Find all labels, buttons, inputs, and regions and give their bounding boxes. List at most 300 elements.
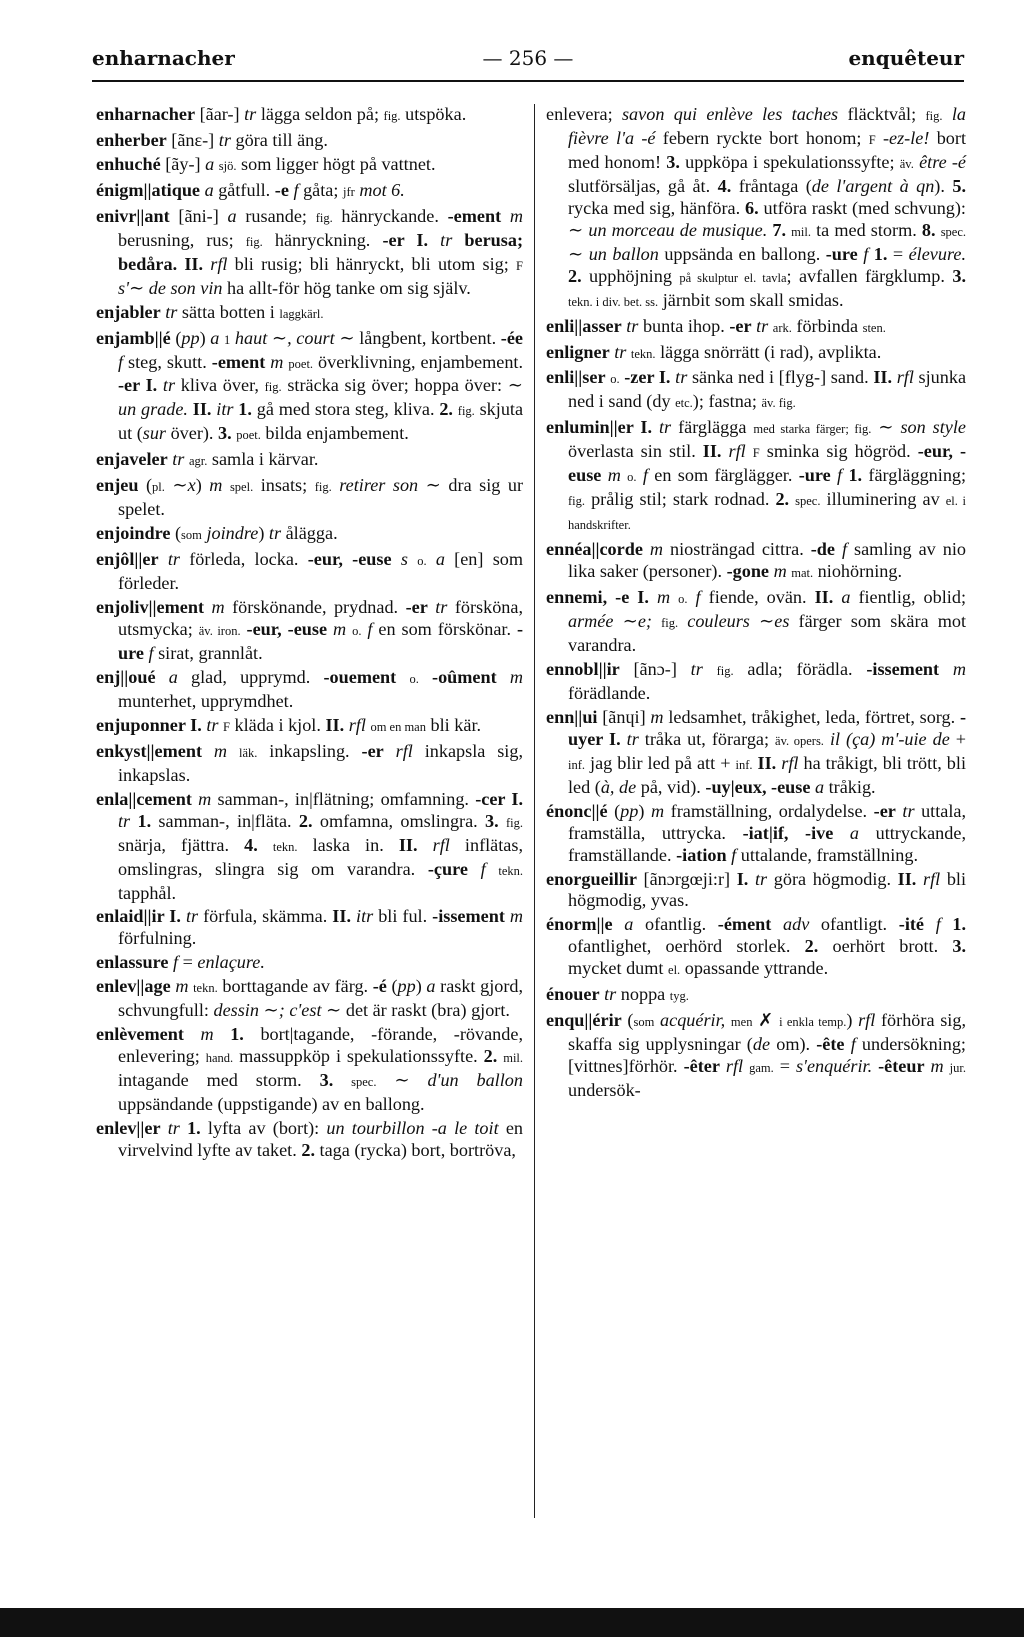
entry-text <box>156 667 169 687</box>
entry-text: -ément <box>717 914 772 935</box>
entry-text: -êteur <box>878 1056 925 1077</box>
entry-text <box>180 1118 187 1138</box>
entry-text: ) <box>638 800 651 821</box>
entry-headword: énorm||e <box>546 914 613 935</box>
entry-headword: enlèvement <box>96 1024 184 1045</box>
entry-text: de <box>752 1034 771 1055</box>
entry-text <box>746 441 753 461</box>
entry-text: äv. <box>899 156 914 171</box>
entry-text: lägga seldon på; <box>256 104 384 124</box>
entry-text: rfl <box>725 1056 744 1077</box>
entry-text: långbent, kortbent. <box>354 327 501 348</box>
entry-text: tr <box>167 1118 180 1139</box>
dictionary-entry <box>96 104 523 128</box>
entry-text: förfulning. <box>118 928 197 949</box>
entry-text: o. <box>417 554 427 569</box>
entry-text <box>222 475 230 495</box>
entry-text: rusande; <box>236 205 316 226</box>
entry-text: o. <box>678 592 688 607</box>
entry-text: bli kär. <box>425 714 482 735</box>
entry-text: tr <box>162 375 176 396</box>
entry-text: illuminering av <box>820 489 946 510</box>
entry-text: o. <box>627 470 637 485</box>
entry-text: fig. <box>568 494 586 509</box>
entry-text: rfl <box>432 834 450 855</box>
entry-text <box>428 230 440 250</box>
entry-text: steg, skutt. <box>123 351 212 372</box>
entry-text: ha tråkigt, bli trött, bli led ( <box>568 752 967 797</box>
entry-text <box>941 914 953 934</box>
entry-text: m <box>930 1056 944 1077</box>
entry-text: mat. <box>791 566 814 581</box>
entry-text: ∼ un morceau de musique. <box>568 219 768 240</box>
entry-text: tr <box>690 658 703 679</box>
entry-text: [ãni-] <box>169 205 228 226</box>
entry-text: couleurs ∼es <box>687 611 790 632</box>
entry-text <box>678 611 687 631</box>
entry-text: på skulptur el. tavla <box>679 270 787 285</box>
entry-text: -ure <box>118 619 523 663</box>
dictionary-entry <box>96 154 523 178</box>
entry-text: f <box>837 465 843 486</box>
entry-text: fig. <box>383 109 401 123</box>
entry-text: a <box>426 976 436 997</box>
entry-headword: enkyst||ement <box>96 740 203 761</box>
entry-text: inkapsla sig, inkapslas. <box>118 740 524 785</box>
entry-text: spec. <box>795 494 821 509</box>
entry-text: förbinda <box>791 315 863 336</box>
dictionary-entry <box>546 417 966 537</box>
entry-text: a <box>849 822 860 843</box>
entry-text: mil. <box>791 224 811 239</box>
dictionary-entry <box>96 449 523 473</box>
entry-text: tapphål. <box>118 882 177 903</box>
entry-text: f <box>841 539 848 560</box>
entry-text: rfl <box>781 752 799 773</box>
entry-text: -eur, -euse <box>307 549 392 570</box>
entry-text: m <box>270 351 284 372</box>
entry-text: el. i handskrifter. <box>568 494 967 533</box>
entry-text: tr <box>244 104 257 124</box>
entry-text: f <box>731 844 737 865</box>
entry-text: massuppköp i spekulationssyfte. <box>233 1046 484 1067</box>
entry-text: spec. <box>940 224 967 239</box>
dictionary-entry <box>96 206 523 300</box>
entry-text: a <box>435 549 445 570</box>
entry-text <box>748 869 755 889</box>
entry-text: tr <box>206 714 219 735</box>
entry-text: oerhört brott. <box>818 936 953 957</box>
page-header <box>92 40 964 76</box>
dictionary-entry <box>96 952 523 974</box>
entry-text: sminka sig högröd. <box>759 441 918 462</box>
entry-text: gå med stora steg, kliva. <box>251 399 440 420</box>
entry-text: ✗ <box>752 1010 780 1031</box>
entry-text: på, vid). <box>636 776 706 797</box>
entry-text: a <box>814 776 825 797</box>
entry-text: undersökning; [vittnes]förhör. <box>568 1034 966 1077</box>
entry-text: 1. <box>230 1024 244 1045</box>
entry-text: ( <box>138 475 153 496</box>
entry-text: f <box>850 1034 856 1055</box>
entry-text: rfl <box>210 253 228 274</box>
entry-text <box>408 549 417 569</box>
entry-text: F <box>516 258 523 273</box>
entry-headword: enjôl||er <box>96 549 159 570</box>
entry-text <box>688 587 696 607</box>
entry-text: ta med storm. <box>810 219 922 240</box>
dictionary-entry <box>96 976 523 1022</box>
entry-text: laggkärl. <box>279 306 324 321</box>
entry-text: ålägga. <box>281 523 338 544</box>
entry-text: -ement <box>447 205 502 226</box>
entry-text: förskönande, prydnad. <box>224 597 406 618</box>
entry-text: 3. <box>485 810 499 831</box>
entry-text: f <box>118 351 124 372</box>
entry-text: adla; förädla. <box>733 658 867 679</box>
entry-text: m <box>211 597 225 618</box>
entry-text: 1. <box>187 1118 201 1139</box>
entry-text: -de <box>810 539 835 560</box>
entry-text: à, de <box>600 776 637 797</box>
entry-text: rfl <box>896 367 914 388</box>
entry-text: armée ∼e; <box>568 611 652 632</box>
entry-text: itr <box>356 906 374 927</box>
entry-text: fig. <box>506 815 524 830</box>
entry-text <box>468 859 481 879</box>
dictionary-entry <box>546 1010 966 1102</box>
entry-headword: enorgueillir <box>546 868 637 889</box>
entry-text: lyfta av (bort): <box>200 1118 327 1139</box>
entry-text: dessin ∼; c'est ∼ <box>213 1000 342 1021</box>
entry-text: tr <box>218 129 231 150</box>
entry-text: förädlande. <box>568 682 651 703</box>
entry-text: -er <box>405 597 428 618</box>
entry-text: ark. <box>772 320 792 335</box>
dictionary-entry <box>96 789 523 905</box>
entry-text: samman-, in|fläta. <box>151 810 299 831</box>
entry-text: être -é <box>919 151 967 172</box>
entry-text: el. <box>668 963 681 978</box>
entry-text: f <box>172 952 179 973</box>
entry-text: bort med honom! <box>568 127 966 172</box>
entry-text: f <box>642 465 648 486</box>
entry-text <box>452 230 464 250</box>
entry-text: II. <box>325 714 345 735</box>
entry-text: 2. <box>298 810 313 831</box>
entry-text <box>670 587 678 607</box>
entry-text: -eur, -euse <box>568 441 967 486</box>
entry-text <box>771 914 783 934</box>
entry-text: savon qui enlève les taches <box>621 104 839 124</box>
entry-text: tr <box>756 315 769 336</box>
entry-text: gåta; <box>298 179 343 200</box>
entry-text: mot 6. <box>359 179 405 200</box>
entry-text: det är raskt (bra) gjort. <box>341 1000 510 1021</box>
entry-headword: enherber <box>96 129 167 150</box>
entry-text: ( <box>170 523 182 544</box>
entry-text: -er <box>361 740 384 761</box>
entry-headword: enjabler <box>96 301 161 322</box>
entry-text: förleda, locka. <box>179 549 308 570</box>
entry-text: taga (rycka) bort, bortröva, <box>314 1139 516 1160</box>
entry-text: -uyer I. <box>568 706 966 749</box>
entry-text <box>833 823 850 843</box>
entry-text: fläcktvål; <box>838 104 926 124</box>
entry-text: tr <box>604 984 617 1005</box>
entry-text <box>427 549 436 569</box>
entry-text: överlasta sin stil. <box>568 441 703 462</box>
entry-text: 3. <box>952 265 966 286</box>
entry-text: opassande yttrande. <box>680 958 829 979</box>
entry-headword: enjoindre <box>96 523 171 544</box>
entry-text: m <box>509 906 524 927</box>
entry-text: -iat|if, -ive <box>742 822 834 843</box>
entry-text <box>613 914 625 934</box>
entry-text <box>497 667 510 687</box>
entry-text: 3. <box>218 423 232 444</box>
entry-text: fig. <box>661 616 679 631</box>
entry-headword: énonc||é <box>546 800 608 821</box>
entry-text <box>939 659 953 679</box>
entry-text: rycka med sig, hänföra. <box>568 197 746 218</box>
entry-text: tråkig. <box>824 776 876 797</box>
entry-text: en som förskönar. <box>372 619 517 640</box>
entry-text: ofantlig. <box>633 914 718 935</box>
entry-text: -er <box>729 315 752 336</box>
entry-text: om). <box>770 1034 817 1055</box>
dictionary-entry <box>546 104 966 314</box>
entry-text: o. <box>409 671 419 686</box>
entry-text: 4. <box>244 834 258 855</box>
entry-text: joindre <box>206 523 259 544</box>
entry-headword: enqu||érir <box>546 1010 622 1031</box>
dictionary-entry <box>546 316 966 340</box>
entry-text: spel. <box>229 480 254 495</box>
entry-text: 2. <box>483 1046 498 1067</box>
entry-text: ofantlighet, oerhörd storlek. <box>568 936 805 957</box>
dictionary-entry <box>546 367 966 415</box>
entry-text: -iation <box>676 844 727 865</box>
entry-text: snärja, fjättra. <box>118 834 245 855</box>
entry-text: ( <box>386 976 398 997</box>
entry-headword: enli||asser <box>546 315 622 336</box>
entry-text: som <box>633 1015 655 1030</box>
entry-text: prålig stil; stark rodnad. <box>585 489 776 510</box>
entry-text: a <box>841 587 851 608</box>
entry-text: färgläggning; <box>862 465 967 486</box>
entry-text: ) <box>195 475 210 496</box>
entry-text: bunta ihop. <box>638 315 730 336</box>
entry-headword: enla||cement <box>96 788 192 809</box>
dictionary-entry <box>546 587 966 657</box>
entry-text: tr <box>675 367 688 388</box>
entry-text: bli rusig; bli hänryckt, bli utom sig; <box>227 253 517 274</box>
entry-text: som ligger högt på vattnet. <box>236 153 436 174</box>
entry-text: m <box>200 1024 214 1045</box>
entry-text <box>202 741 214 761</box>
entry-headword: énouer <box>546 984 600 1005</box>
entry-text <box>161 1118 168 1138</box>
entry-text: färger som skära mot varandra. <box>568 611 966 655</box>
entry-text: fig. <box>716 663 734 678</box>
entry-text: jur. <box>949 1061 966 1076</box>
entry-text: göra till äng. <box>230 129 328 150</box>
entry-text <box>876 128 883 148</box>
entry-text: -é <box>372 976 387 997</box>
entry-text: sänka ned i [flyg-] sand. <box>687 367 874 388</box>
entry-text: enlaçure. <box>197 952 265 973</box>
entry-headword: ennéa||corde <box>546 539 643 560</box>
entry-text: ( <box>170 327 182 348</box>
entry-text: enlevera; <box>546 104 622 124</box>
entry-headword: énigm||atique <box>96 179 201 200</box>
entry-headword: enjaveler <box>96 449 168 470</box>
dictionary-entry <box>96 1024 523 1116</box>
entry-text: sten. <box>862 320 886 335</box>
entry-text: ∼ d'un ballon <box>394 1070 523 1091</box>
dictionary-entry <box>96 302 523 326</box>
entry-text: tekn. <box>272 839 298 854</box>
entry-text: 2. <box>439 399 453 420</box>
entry-text: -ité <box>898 914 925 935</box>
entry-text: 1. <box>137 810 152 831</box>
entry-text: poet. <box>288 356 314 371</box>
entry-text: ∼ un grade. <box>118 375 523 420</box>
entry-text <box>227 741 239 761</box>
entry-text <box>721 441 728 461</box>
entry-headword: enlumin||er I. <box>546 417 653 438</box>
entry-text: i enkla temp. <box>779 1015 847 1030</box>
entry-text: gam. <box>749 1061 774 1076</box>
entry-text: -ement <box>211 351 266 372</box>
entry-text: sur <box>142 423 167 444</box>
dictionary-entry <box>96 597 523 665</box>
entry-headword: enlaid||ir I. <box>96 906 181 927</box>
entry-text <box>214 1024 231 1044</box>
entry-text: inf. <box>735 757 753 772</box>
entry-text: -issement <box>432 906 505 927</box>
entry-text: I. <box>736 868 749 889</box>
entry-text: en virvelvind lyfte av taket. <box>118 1118 523 1160</box>
entry-text <box>652 611 661 631</box>
entry-text: [ãnɔ-] <box>619 658 691 679</box>
entry-headword: ennobl||ir <box>546 658 620 679</box>
entry-text: jfr <box>342 184 355 199</box>
entry-text <box>916 869 923 889</box>
entry-text: hänryckande. <box>332 205 448 226</box>
entry-text: tr <box>626 728 639 749</box>
entry-text: 5. <box>952 175 966 196</box>
entry-text: retirer son ∼ <box>339 475 441 496</box>
entry-text: framställning, ordalydelse. <box>664 800 874 821</box>
dictionary-entry <box>96 328 523 448</box>
dictionary-entry <box>546 707 966 799</box>
entry-text <box>943 104 952 124</box>
entry-text: kläda i kjol. <box>229 714 326 735</box>
entry-text: agr. <box>188 454 208 469</box>
entry-text: rfl <box>923 868 941 889</box>
entry-text: fig. <box>315 210 333 225</box>
entry-text: niosträngad cittra. <box>663 539 811 560</box>
entry-text: tekn. <box>498 863 524 878</box>
entry-text: tyg. <box>669 989 689 1004</box>
entry-text: 1. <box>238 399 252 420</box>
entry-text <box>924 914 936 934</box>
entry-text: F <box>752 446 760 461</box>
entry-text: insats; <box>253 475 315 496</box>
entry-headword: enhuché <box>96 153 161 174</box>
entry-text: tr <box>268 523 282 544</box>
entry-text: -êter <box>683 1056 720 1077</box>
page-number: — 256 — <box>482 46 574 70</box>
entry-text: ) <box>199 327 211 348</box>
entry-text: m <box>509 666 524 687</box>
entry-text: ) <box>415 976 427 997</box>
dictionary-entry <box>546 342 966 366</box>
dictionary-entry <box>546 659 966 705</box>
entry-text: mil. <box>503 1051 524 1066</box>
entry-text: tr <box>614 341 627 362</box>
entry-text: rfl <box>858 1010 876 1031</box>
entry-text <box>418 835 433 855</box>
entry-text: fig. <box>245 234 263 249</box>
entry-text: pl. <box>152 480 165 495</box>
entry-text: undersök- <box>568 1080 641 1101</box>
entry-text: jag blir led på att + <box>585 752 736 773</box>
entry-text: över). <box>166 423 219 444</box>
entry-text: pp <box>397 976 416 997</box>
entry-text: II. <box>192 399 212 420</box>
entry-text: tr <box>626 315 639 336</box>
entry-text: -zer I. <box>624 367 671 388</box>
entry-text: [ãnɔrgœji:r] <box>636 868 737 889</box>
entry-text: överklivning, enjambement. <box>313 351 524 372</box>
entry-text: hänryckning. <box>262 229 383 250</box>
entry-text: m <box>650 706 664 727</box>
entry-text: utföra raskt (med schvung): <box>758 197 966 218</box>
entry-text: äv. fig. <box>761 396 796 411</box>
entry-text: II. <box>332 906 351 927</box>
entry-text: inflätas, omslingras, slingra sig om varandra. <box>118 834 523 879</box>
entry-text: adv <box>783 914 810 935</box>
entry-text: rfl <box>395 740 413 761</box>
entry-text <box>703 659 717 679</box>
entry-text: II. <box>873 367 893 388</box>
entry-text: -ête <box>816 1034 845 1055</box>
entry-text: ha allt-för hög tanke om sig själv. <box>222 277 471 298</box>
entry-text: f <box>293 179 299 200</box>
entry-text: + <box>949 728 967 749</box>
entry-text: uppsändande (uppstigande) av en ballong. <box>118 1094 425 1115</box>
entry-text: laska in. <box>297 834 399 855</box>
entry-text: tekn. <box>630 346 656 361</box>
entry-text: f <box>480 858 486 879</box>
entry-text: m <box>175 976 189 997</box>
entry-text: fientlig, oblid; <box>850 587 966 608</box>
entry-text: -ouement <box>323 666 397 687</box>
entry-text: med starka färger; fig. <box>753 422 872 437</box>
entry-text: febern ryckte bort honom; <box>655 127 869 148</box>
entry-headword: enlev||er <box>96 1118 161 1139</box>
entry-text: fig. <box>314 480 332 495</box>
dictionary-entry <box>546 914 966 982</box>
entry-text: 3. <box>319 1070 334 1091</box>
entry-text: un tourbillon -a le toit <box>326 1118 499 1139</box>
entry-text: m <box>333 619 347 640</box>
dictionary-entry <box>96 667 523 713</box>
entry-text: a <box>624 914 634 935</box>
